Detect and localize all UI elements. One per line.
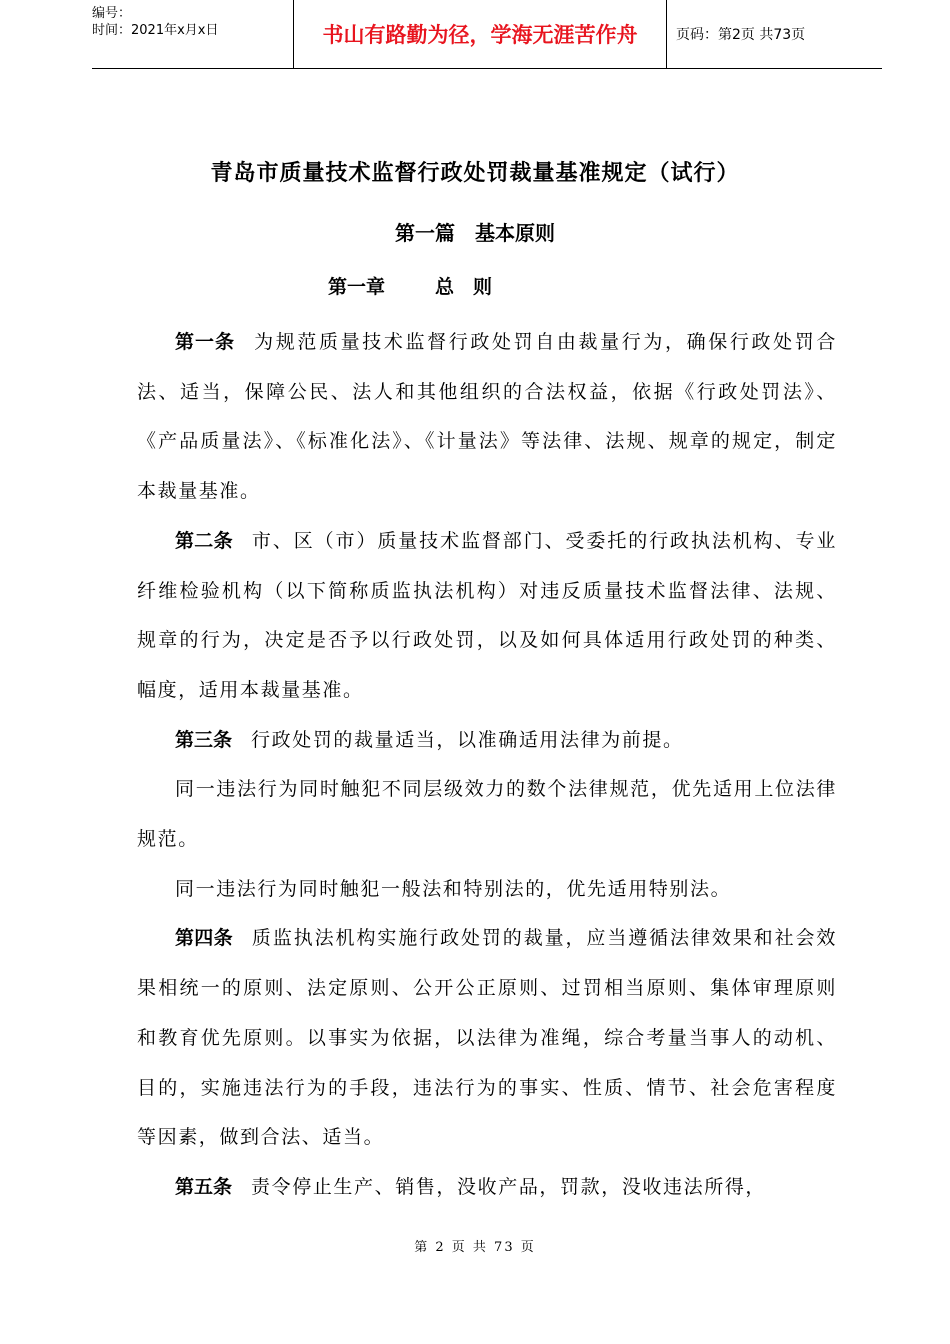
- page-footer: 第 2 页 共 73 页: [414, 1240, 536, 1255]
- document-title: 青岛市质量技术监督行政处罚裁量基准规定（试行）: [210, 160, 740, 186]
- part-heading: 第一篇 基本原则: [395, 221, 555, 245]
- article-paragraph: [137, 517, 837, 716]
- article-text: 行政处罚的裁量适当，以准确适用法律为前提。: [251, 728, 684, 751]
- document-body: [137, 318, 837, 1213]
- article-label: 第三条: [175, 728, 233, 751]
- header-page-info: 页码：第2页 共73页: [676, 27, 806, 43]
- article-text: 质监执法机构实施行政处罚的裁量，应当遵循法律效果和社会效果相统一的原则、法定原则、公开公正原则、过罚相当原则、集体审理原则和教育优先原则。以事实为依据，以法律为准绳，综合考量当事人的动机、目的，实施违法行为的手段，违法行为的事实、性质、情节、社会危害程度等因素，做到合法、适当。: [137, 927, 837, 1149]
- article-label: 第五条: [175, 1175, 233, 1198]
- article-paragraph: [137, 914, 837, 1163]
- article-text: 同一违法行为同时触犯不同层级效力的数个法律规范，优先适用上位法律规范。: [137, 778, 837, 851]
- header-motto: 书山有路勤为径，学海无涯苦作舟: [293, 0, 667, 68]
- article-text: 市、区（市）质量技术监督部门、受委托的行政执法机构、专业纤维检验机构（以下简称质监执法机构）对违反质量技术监督法律、法规、规章的行为，决定是否予以行政处罚，以及如何具体适用行政处罚的种类、幅度，适用本裁量基准。: [137, 529, 837, 701]
- chapter-title: 总 则: [435, 276, 493, 298]
- article-text: 责令停止生产、销售，没收产品，罚款，没收违法所得，: [251, 1175, 767, 1198]
- article-text: 同一违法行为同时触犯一般法和特别法的，优先适用特别法。: [175, 877, 732, 900]
- article-label: 第二条: [175, 529, 233, 552]
- article-paragraph: [137, 765, 837, 864]
- chapter-heading: [328, 272, 492, 299]
- article-text: 为规范质量技术监督行政处罚自由裁量行为，确保行政处罚合法、适当，保障公民、法人和其他组织的合法权益，依据《行政处罚法》、《产品质量法》、《标准化法》、《计量法》等法律、法规、规章的规定，制定本裁量基准。: [137, 331, 837, 503]
- chapter-number: 第一章: [328, 276, 386, 298]
- page-header: [92, 0, 882, 69]
- article-paragraph: [137, 716, 837, 766]
- article-paragraph: [137, 865, 837, 915]
- article-paragraph: [137, 318, 837, 517]
- time-label: 时间：2021年x月x日: [92, 23, 219, 38]
- article-label: 第四条: [175, 927, 233, 950]
- header-meta: [92, 0, 292, 73]
- article-label: 第一条: [175, 331, 236, 353]
- article-paragraph: [137, 1163, 837, 1213]
- number-label: 编号：: [92, 6, 132, 21]
